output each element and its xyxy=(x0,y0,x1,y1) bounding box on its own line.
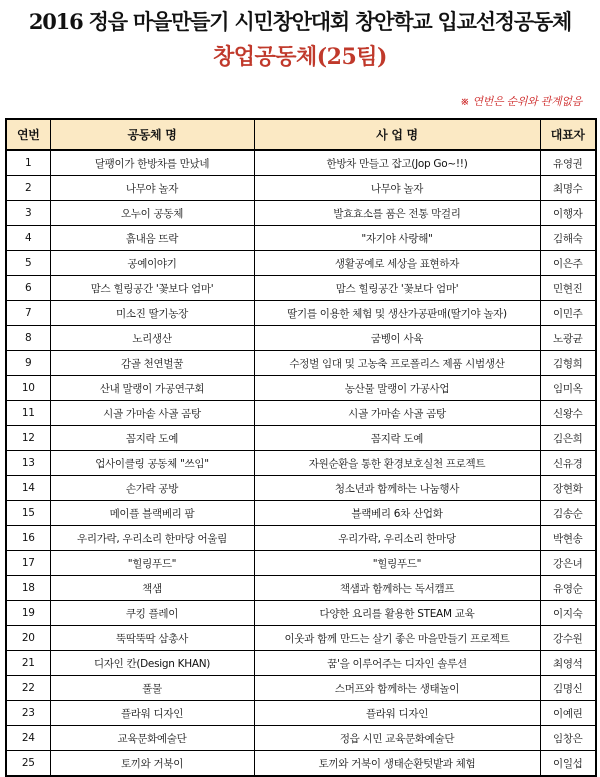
cell-number: 15 xyxy=(6,501,50,526)
cell-project-name: 다양한 요리를 활용한 STEAM 교육 xyxy=(254,601,540,626)
community-table xyxy=(5,118,597,777)
cell-number: 17 xyxy=(6,551,50,576)
cell-community-name: 업사이클링 공동체 "쓰임" xyxy=(50,451,254,476)
table-header-row xyxy=(6,119,596,150)
cell-project-name: 토끼와 거북이 생태순환텃밭과 체험 xyxy=(254,751,540,777)
cell-number: 1 xyxy=(6,150,50,176)
cell-project-name: 자원순환을 통한 환경보호실천 프로젝트 xyxy=(254,451,540,476)
cell-representative: 김형희 xyxy=(540,351,596,376)
cell-community-name: 꼼지락 도예 xyxy=(50,426,254,451)
cell-project-name: 맘스 힐링공간 '꽃보다 엄마' xyxy=(254,276,540,301)
cell-number: 25 xyxy=(6,751,50,777)
cell-number: 8 xyxy=(6,326,50,351)
cell-number: 4 xyxy=(6,226,50,251)
cell-number: 6 xyxy=(6,276,50,301)
cell-project-name: 발효효소를 품은 전통 막걸리 xyxy=(254,201,540,226)
cell-number: 22 xyxy=(6,676,50,701)
table-row xyxy=(6,651,596,676)
cell-project-name: 정읍 시민 교육문화예술단 xyxy=(254,726,540,751)
cell-community-name: "힐링푸드" xyxy=(50,551,254,576)
column-header-number: 연번 xyxy=(6,119,50,150)
cell-community-name: 공예이야기 xyxy=(50,251,254,276)
table-row xyxy=(6,601,596,626)
cell-community-name: 흙내음 뜨락 xyxy=(50,226,254,251)
table-row xyxy=(6,326,596,351)
cell-project-name: "힐링푸드" xyxy=(254,551,540,576)
cell-community-name: 쿠킹 플레이 xyxy=(50,601,254,626)
cell-representative: 김은희 xyxy=(540,426,596,451)
cell-community-name: 맘스 힐링공간 '꽃보다 엄마' xyxy=(50,276,254,301)
cell-number: 10 xyxy=(6,376,50,401)
cell-project-name: 나무야 놀자 xyxy=(254,176,540,201)
cell-community-name: 풀물 xyxy=(50,676,254,701)
table-row xyxy=(6,726,596,751)
table-row xyxy=(6,376,596,401)
table-row xyxy=(6,501,596,526)
cell-community-name: 노리생산 xyxy=(50,326,254,351)
cell-representative: 김송순 xyxy=(540,501,596,526)
document-subtitle: 창업공동체(25팀) xyxy=(213,44,387,70)
column-header-project-name: 사 업 명 xyxy=(254,119,540,150)
cell-project-name: 생활공예로 세상을 표현하자 xyxy=(254,251,540,276)
cell-project-name: 딸기를 이용한 체험 및 생산가공판매(딸기야 놀자) xyxy=(254,301,540,326)
cell-community-name: 산내 말랭이 가공연구회 xyxy=(50,376,254,401)
table-row xyxy=(6,526,596,551)
cell-number: 18 xyxy=(6,576,50,601)
order-note: ※ 연번은 순위와 관계없음 xyxy=(460,95,582,108)
table-row xyxy=(6,676,596,701)
cell-community-name: 나무야 놀자 xyxy=(50,176,254,201)
cell-project-name: 이웃과 함께 만드는 살기 좋은 마을만들기 프로젝트 xyxy=(254,626,540,651)
cell-community-name: 우리가락, 우리소리 한마당 어울림 xyxy=(50,526,254,551)
cell-representative: 유영권 xyxy=(540,150,596,176)
cell-representative: 박현송 xyxy=(540,526,596,551)
cell-community-name: 감골 천연벌꿀 xyxy=(50,351,254,376)
table-row xyxy=(6,576,596,601)
table-row xyxy=(6,751,596,777)
table-row xyxy=(6,551,596,576)
cell-number: 5 xyxy=(6,251,50,276)
cell-number: 9 xyxy=(6,351,50,376)
cell-project-name: 블랙베리 6차 산업화 xyxy=(254,501,540,526)
column-header-community-name: 공동체 명 xyxy=(50,119,254,150)
cell-representative: 이행자 xyxy=(540,201,596,226)
cell-community-name: 오누이 공동체 xyxy=(50,201,254,226)
cell-community-name: 시골 가마솥 사골 곰탕 xyxy=(50,401,254,426)
cell-project-name: 한방차 만들고 잡고(Jop Go~!!) xyxy=(254,150,540,176)
cell-representative: 민현진 xyxy=(540,276,596,301)
table-row xyxy=(6,451,596,476)
document-title: 2016 정읍 마을만들기 시민창안대회 창안학교 입교선정공동체 xyxy=(28,9,572,34)
cell-project-name: 플라워 디자인 xyxy=(254,701,540,726)
cell-number: 20 xyxy=(6,626,50,651)
cell-representative: 강은녀 xyxy=(540,551,596,576)
cell-number: 13 xyxy=(6,451,50,476)
cell-project-name: 스머프와 함께하는 생태놀이 xyxy=(254,676,540,701)
table-row xyxy=(6,401,596,426)
cell-community-name: 책샘 xyxy=(50,576,254,601)
cell-community-name: 플라워 디자인 xyxy=(50,701,254,726)
cell-community-name: 뚝딱뚝딱 삼총사 xyxy=(50,626,254,651)
cell-community-name: 달팽이가 한방차를 만났네 xyxy=(50,150,254,176)
cell-project-name: 수정벌 임대 및 고농축 프로폴리스 제품 시범생산 xyxy=(254,351,540,376)
cell-community-name: 교육문화예술단 xyxy=(50,726,254,751)
cell-representative: 신왕수 xyxy=(540,401,596,426)
cell-representative: 장현화 xyxy=(540,476,596,501)
cell-project-name: 농산물 말랭이 가공사업 xyxy=(254,376,540,401)
cell-number: 23 xyxy=(6,701,50,726)
cell-representative: 이지숙 xyxy=(540,601,596,626)
cell-number: 24 xyxy=(6,726,50,751)
table-body xyxy=(6,150,596,776)
table-row xyxy=(6,276,596,301)
cell-representative: 이민주 xyxy=(540,301,596,326)
cell-representative: 이일섭 xyxy=(540,751,596,777)
cell-representative: 노광균 xyxy=(540,326,596,351)
cell-project-name: 책샘과 함께하는 독서캠프 xyxy=(254,576,540,601)
cell-number: 2 xyxy=(6,176,50,201)
cell-project-name: 시골 가마솥 사골 곰탕 xyxy=(254,401,540,426)
cell-number: 16 xyxy=(6,526,50,551)
cell-representative: 이예린 xyxy=(540,701,596,726)
table-row xyxy=(6,251,596,276)
column-header-representative: 대표자 xyxy=(540,119,596,150)
table-row xyxy=(6,201,596,226)
cell-representative: 최영석 xyxy=(540,651,596,676)
cell-community-name: 미소진 딸기농장 xyxy=(50,301,254,326)
table-row xyxy=(6,476,596,501)
cell-project-name: "자기야 사랑해" xyxy=(254,226,540,251)
cell-representative: 최명수 xyxy=(540,176,596,201)
table-row xyxy=(6,226,596,251)
cell-project-name: 굼벵이 사육 xyxy=(254,326,540,351)
table-row xyxy=(6,626,596,651)
cell-representative: 신유경 xyxy=(540,451,596,476)
cell-community-name: 메이플 블랙베리 팜 xyxy=(50,501,254,526)
cell-community-name: 디자인 칸(Design KHAN) xyxy=(50,651,254,676)
cell-number: 19 xyxy=(6,601,50,626)
table-row xyxy=(6,701,596,726)
cell-representative: 강수원 xyxy=(540,626,596,651)
cell-project-name: 꼼지락 도예 xyxy=(254,426,540,451)
cell-representative: 임미옥 xyxy=(540,376,596,401)
table-row xyxy=(6,351,596,376)
cell-representative: 김명신 xyxy=(540,676,596,701)
cell-number: 12 xyxy=(6,426,50,451)
table-row xyxy=(6,150,596,176)
table-row xyxy=(6,176,596,201)
cell-community-name: 손가락 공방 xyxy=(50,476,254,501)
table-row xyxy=(6,301,596,326)
cell-representative: 임창은 xyxy=(540,726,596,751)
cell-representative: 김해숙 xyxy=(540,226,596,251)
cell-representative: 이은주 xyxy=(540,251,596,276)
cell-number: 11 xyxy=(6,401,50,426)
cell-project-name: 청소년과 함께하는 나눔행사 xyxy=(254,476,540,501)
table-row xyxy=(6,426,596,451)
cell-project-name: 우리가락, 우리소리 한마당 xyxy=(254,526,540,551)
cell-community-name: 토끼와 거북이 xyxy=(50,751,254,777)
cell-number: 3 xyxy=(6,201,50,226)
cell-number: 7 xyxy=(6,301,50,326)
cell-number: 21 xyxy=(6,651,50,676)
cell-representative: 유영순 xyxy=(540,576,596,601)
cell-number: 14 xyxy=(6,476,50,501)
cell-project-name: 꿈'을 이루어주는 디자인 솔루션 xyxy=(254,651,540,676)
